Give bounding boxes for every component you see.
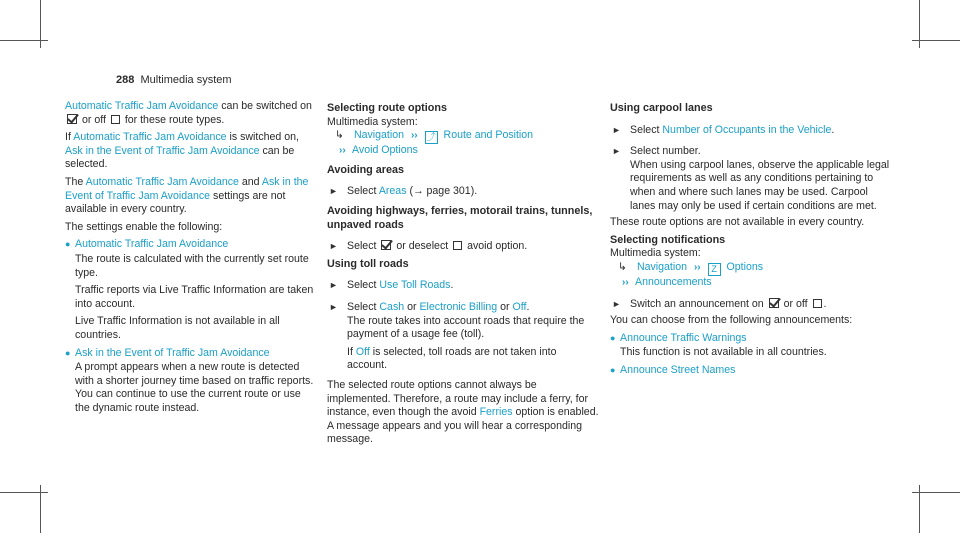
step-arrow-icon: ► (612, 298, 621, 309)
bullet-icon: ● (65, 239, 71, 250)
link-automatic-traffic-jam-avoidance[interactable]: Automatic Traffic Jam Avoidance (85, 175, 239, 188)
link-automatic-traffic-jam-avoidance[interactable]: Automatic Traffic Jam Avoidance (65, 100, 219, 112)
step-arrow-icon: ► (329, 241, 338, 252)
heading: Using carpool lanes (610, 102, 713, 114)
step-text (347, 346, 599, 373)
paragraph (65, 131, 315, 172)
text: Select number. (630, 145, 701, 158)
text: for these route types. (124, 113, 225, 126)
text: is selected, toll roads are not taken into account. (347, 345, 557, 372)
bullet-text: A prompt appears when a new route is detected with a shorter journey time based on traffic reports. You can continue to use the current route or use the dynamic route instead. (75, 361, 314, 414)
checkbox-checked-icon (769, 298, 779, 308)
text: (→ page 301). (409, 185, 478, 198)
section-title: Multimedia system (140, 74, 232, 86)
link-ask-traffic-jam-avoidance[interactable]: Ask in the Event of Traffic Jam Avoidance (65, 175, 309, 202)
menu-navigation[interactable]: Navigation (636, 260, 688, 273)
link-announce-traffic-warnings[interactable]: Announce Traffic Warnings (620, 331, 747, 344)
heading: Selecting notifications (610, 233, 726, 246)
menu-avoid-options[interactable]: Avoid Options (352, 144, 418, 157)
text: Switch an announcement on (630, 297, 764, 310)
menu-path (610, 276, 892, 290)
menu-path (327, 144, 599, 158)
menu-options[interactable]: Options (726, 260, 764, 273)
text: avoid option. (467, 240, 528, 253)
bullet-item (65, 347, 315, 361)
page-header (116, 74, 232, 88)
text: If (65, 131, 71, 144)
menu-path (327, 129, 599, 144)
menu-route-position[interactable]: Route and Position (443, 129, 534, 142)
text: Multimedia system: (327, 115, 418, 128)
bullet-item (65, 238, 315, 252)
bullet-item (610, 332, 892, 346)
paragraph (65, 100, 315, 127)
step-arrow-icon: ► (612, 124, 621, 135)
paragraph: The settings enable the following: (65, 220, 223, 233)
menu-path (610, 261, 892, 276)
crop-mark (912, 40, 960, 41)
column-3 (610, 100, 892, 379)
text: settings are not available in every country. (65, 189, 286, 216)
heading: Using toll roads (327, 257, 409, 270)
heading: Avoiding highways, ferries, motorail trains, tunnels, unpaved roads (327, 204, 593, 231)
option-cash[interactable]: Cash (379, 300, 405, 313)
text: If (347, 345, 353, 358)
bullet-text: The route is calculated with the currently set route type. (75, 252, 309, 279)
step (610, 145, 892, 213)
menu-announcements[interactable]: Announcements (635, 275, 712, 288)
crop-mark (0, 40, 48, 41)
checkbox-empty-icon (111, 115, 120, 124)
page-number: 288 (116, 74, 135, 86)
step-arrow-icon: ► (329, 280, 338, 291)
paragraph (65, 176, 315, 217)
text: and (241, 175, 260, 188)
text: is switched on, (229, 131, 299, 144)
double-chevron-icon: ›› (622, 276, 629, 288)
text: can be selected. (65, 144, 295, 171)
bullet-icon: ● (65, 347, 71, 358)
route-position-icon: ⤴ (426, 132, 436, 143)
step (327, 240, 599, 254)
heading: Avoiding areas (327, 163, 405, 176)
return-arrow-icon: ↳ (335, 129, 344, 142)
step: ► Select Use Toll Roads. (329, 279, 454, 292)
text: Select (347, 279, 377, 292)
checkbox-checked-icon (381, 240, 391, 250)
step (327, 185, 599, 199)
bullet-text: Traffic reports via Live Traffic Information are taken into account. (75, 284, 314, 310)
options-icon: Z (708, 263, 721, 276)
paragraph: These route options are not available in every country. (610, 216, 865, 229)
bullet-text: This function is not available in all countries. (620, 346, 827, 359)
step-arrow-icon: ► (329, 186, 338, 197)
step: ► Select Cash or Electronic Billing or Off. The route takes into account roads that require the payment of a usage fee (toll). If Off is selected, toll roads are not taken into account. (327, 301, 599, 373)
step-arrow-icon: ► (612, 146, 621, 157)
link-automatic-traffic-jam-avoidance[interactable]: Automatic Traffic Jam Avoidance (75, 238, 229, 251)
heading: Selecting route options (327, 102, 447, 114)
double-chevron-icon: ›› (693, 261, 701, 273)
text: or deselect (396, 240, 449, 253)
text: The (65, 175, 84, 188)
text: or off (783, 297, 808, 310)
link-ferries[interactable]: Ferries (479, 406, 513, 419)
link-use-toll-roads[interactable]: Use Toll Roads (379, 279, 451, 292)
link-areas[interactable]: Areas (378, 185, 407, 198)
text: or (500, 300, 510, 313)
step-text: When using carpool lanes, observe the applicable legal requirements as well as any conditions pertaining to when and where such lanes may be used. Carpool lanes may only be used if certain conditions are met. (630, 158, 890, 212)
link-automatic-traffic-jam-avoidance[interactable]: Automatic Traffic Jam Avoidance (73, 131, 227, 144)
paragraph (327, 379, 599, 447)
return-arrow-icon: ↳ (618, 260, 627, 273)
option-off[interactable]: Off (355, 345, 370, 358)
bullet-item (610, 364, 892, 378)
bullet-text: Live Traffic Information is not available in all countries. (75, 315, 280, 341)
menu-navigation[interactable]: Navigation (353, 129, 405, 142)
bullet-icon: ● (610, 364, 616, 375)
column-2 (327, 100, 599, 447)
text: Select (630, 123, 660, 136)
step-arrow-icon: ► (329, 301, 338, 312)
checkbox-empty-icon (813, 299, 822, 308)
link-number-of-occupants[interactable]: Number of Occupants in the Vehicle (662, 123, 832, 136)
text: or off (81, 113, 106, 126)
text: can be switched on (221, 100, 312, 112)
double-chevron-icon: ›› (339, 145, 346, 157)
text: or (407, 300, 417, 313)
text: Select (347, 240, 377, 253)
text: The selected route options cannot always be implemented. Therefore, a route may include a ferry, for instance, even though the avoid (327, 378, 589, 419)
checkbox-checked-icon (67, 114, 77, 124)
crop-mark (912, 492, 960, 493)
step: ► Switch an announcement on or off . (612, 297, 827, 310)
checkbox-empty-icon (453, 241, 462, 250)
link-ask-traffic-jam-avoidance[interactable]: Ask in the Event of Traffic Jam Avoidance (75, 346, 270, 359)
text: Select (347, 185, 377, 198)
link-ask-traffic-jam-avoidance[interactable]: Ask in the Event of Traffic Jam Avoidance (65, 144, 260, 157)
step: ► Select Number of Occupants in the Vehicle. (612, 123, 835, 136)
option-off[interactable]: Off (512, 300, 527, 313)
column-1 (65, 100, 315, 419)
text: option is enabled. A message appears and you will hear a corresponding message. (327, 406, 599, 446)
paragraph: You can choose from the following announcements: (610, 314, 853, 327)
text: Multimedia system: (610, 247, 701, 260)
option-electronic-billing[interactable]: Electronic Billing (419, 300, 498, 313)
double-chevron-icon: ›› (410, 130, 418, 142)
step-text: The route takes into account roads that require the payment of a usage fee (toll). (347, 314, 585, 341)
bullet-icon: ● (610, 332, 616, 343)
text: Select (347, 300, 377, 313)
crop-mark (0, 492, 48, 493)
link-announce-street-names[interactable]: Announce Street Names (620, 363, 736, 376)
